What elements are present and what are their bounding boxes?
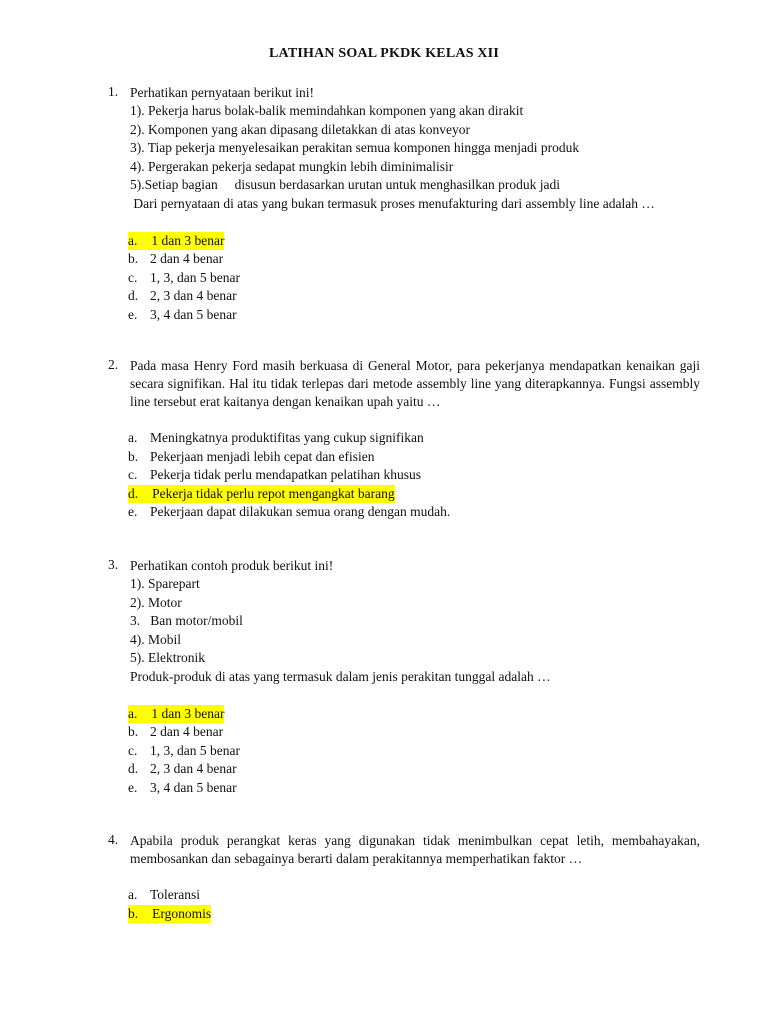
product-item: 1). Sparepart — [130, 576, 200, 591]
page-title: LATIHAN SOAL PKDK KELAS XII — [269, 46, 499, 61]
answer-option-c — [128, 742, 700, 761]
option-text: Pekerja tidak perlu mendapatkan pelatihan khusus — [150, 467, 422, 483]
product-item: 5). Elektronik — [130, 650, 205, 666]
question-prompt: Dari pernyataan di atas yang bukan termasuk proses menufakturing dari assembly line adalah … — [130, 195, 655, 211]
answer-option-b — [128, 905, 700, 924]
option-text: 2 dan 4 benar — [150, 251, 224, 267]
answer-option-c — [128, 466, 700, 485]
question-number: 1. — [108, 84, 119, 99]
answer-option-a — [128, 232, 700, 251]
option-letter: a. — [128, 705, 151, 724]
statement-item: 2). Komponen yang akan dipasang diletakkan di atas konveyor — [130, 121, 471, 137]
option-letter: c. — [128, 742, 138, 758]
option-text: 1 dan 3 benar — [151, 232, 224, 251]
option-text: Meningkatnya produktifitas yang cukup signifikan — [150, 430, 424, 445]
option-text: Pekerjaan dapat dilakukan semua orang dengan mudah. — [150, 504, 451, 520]
question-prompt: Produk-produk di atas yang termasuk dalam jenis perakitan tunggal adalah … — [130, 668, 551, 684]
option-letter: b. — [128, 448, 139, 464]
option-text: 1, 3, dan 5 benar — [150, 269, 240, 285]
option-text: Pekerja tidak perlu repot mengangkat barang — [152, 485, 395, 504]
product-item: 3. Ban motor/mobil — [130, 613, 243, 629]
option-text: 3, 4 dan 5 benar — [150, 779, 237, 795]
answer-option-b — [128, 448, 700, 467]
option-letter: a. — [128, 232, 151, 251]
answer-option-b — [128, 250, 700, 269]
option-text: 1, 3, dan 5 benar — [150, 742, 240, 758]
option-letter: d. — [128, 761, 139, 777]
question-text: Pada masa Henry Ford masih berkuasa di General Motor, para pekerjanya mendapatkan kenaikan gaji secara signifikan. Hal itu tidak terlepas dari metode assembly line yang diterapkannya. Fungsi assembly line tersebut erat kaitanya dengan kenaikan upah yaitu … — [130, 358, 700, 409]
option-text: 2, 3 dan 4 benar — [150, 288, 237, 304]
question-number: 4. — [108, 832, 119, 847]
option-letter: c. — [128, 269, 138, 285]
product-list — [108, 575, 700, 687]
answer-option-e — [128, 779, 700, 798]
option-letter: b. — [128, 724, 139, 740]
answer-option-e — [128, 503, 700, 522]
statement-list — [108, 102, 700, 214]
statement-item: 3). Tiap pekerja menyelesaikan perakitan semua komponen hingga menjadi produk — [130, 140, 580, 156]
answer-options — [108, 705, 700, 798]
option-text: 2 dan 4 benar — [150, 724, 224, 740]
option-letter: a. — [128, 887, 138, 902]
question-number: 3. — [108, 557, 119, 572]
option-letter: d. — [128, 288, 139, 304]
option-text: Toleransi — [150, 887, 201, 902]
question-text: Apabila produk perangkat keras yang digunakan tidak menimbulkan cepat letih, membahayakan, membosankan dan sebagainya berarti dalam perakitannya memperhatikan faktor … — [130, 833, 700, 866]
answer-option-d — [128, 485, 700, 504]
option-letter: b. — [128, 251, 139, 267]
product-item: 2). Motor — [130, 594, 182, 610]
answer-option-c — [128, 269, 700, 288]
answer-option-e — [128, 306, 700, 325]
statement-item: 1). Pekerja harus bolak-balik memindahkan komponen yang akan dirakit — [130, 103, 524, 118]
question-1 — [108, 84, 700, 325]
option-text: 3, 4 dan 5 benar — [150, 306, 237, 322]
option-letter: e. — [128, 306, 138, 322]
answer-option-d — [128, 760, 700, 779]
question-text: Perhatikan pernyataan berikut ini! — [130, 85, 315, 100]
statement-item: 5).Setiap bagian disusun berdasarkan urutan untuk menghasilkan produk jadi — [130, 177, 561, 193]
question-3 — [108, 557, 700, 798]
answer-option-b — [128, 723, 700, 742]
option-letter: a. — [128, 430, 138, 445]
question-4 — [108, 832, 700, 923]
option-text: 2, 3 dan 4 benar — [150, 761, 237, 777]
answer-option-a — [128, 705, 700, 724]
product-item: 4). Mobil — [130, 631, 182, 647]
option-text: Pekerjaan menjadi lebih cepat dan efisien — [150, 448, 375, 464]
option-letter: c. — [128, 467, 138, 483]
option-letter: e. — [128, 779, 138, 795]
option-letter: e. — [128, 504, 138, 520]
option-letter: b. — [128, 905, 152, 924]
answer-option-a — [128, 429, 700, 448]
statement-item: 4). Pergerakan pekerja sedapat mungkin lebih diminimalisir — [130, 158, 454, 174]
option-text: Ergonomis — [152, 905, 211, 924]
answer-options — [108, 429, 700, 522]
option-letter: d. — [128, 485, 152, 504]
question-2 — [108, 357, 700, 522]
answer-option-a — [128, 886, 700, 905]
answer-options — [108, 886, 700, 923]
option-text: 1 dan 3 benar — [151, 705, 224, 724]
answer-options — [108, 232, 700, 325]
answer-option-d — [128, 287, 700, 306]
question-number: 2. — [108, 357, 119, 372]
question-text: Perhatikan contoh produk berikut ini! — [130, 558, 334, 573]
